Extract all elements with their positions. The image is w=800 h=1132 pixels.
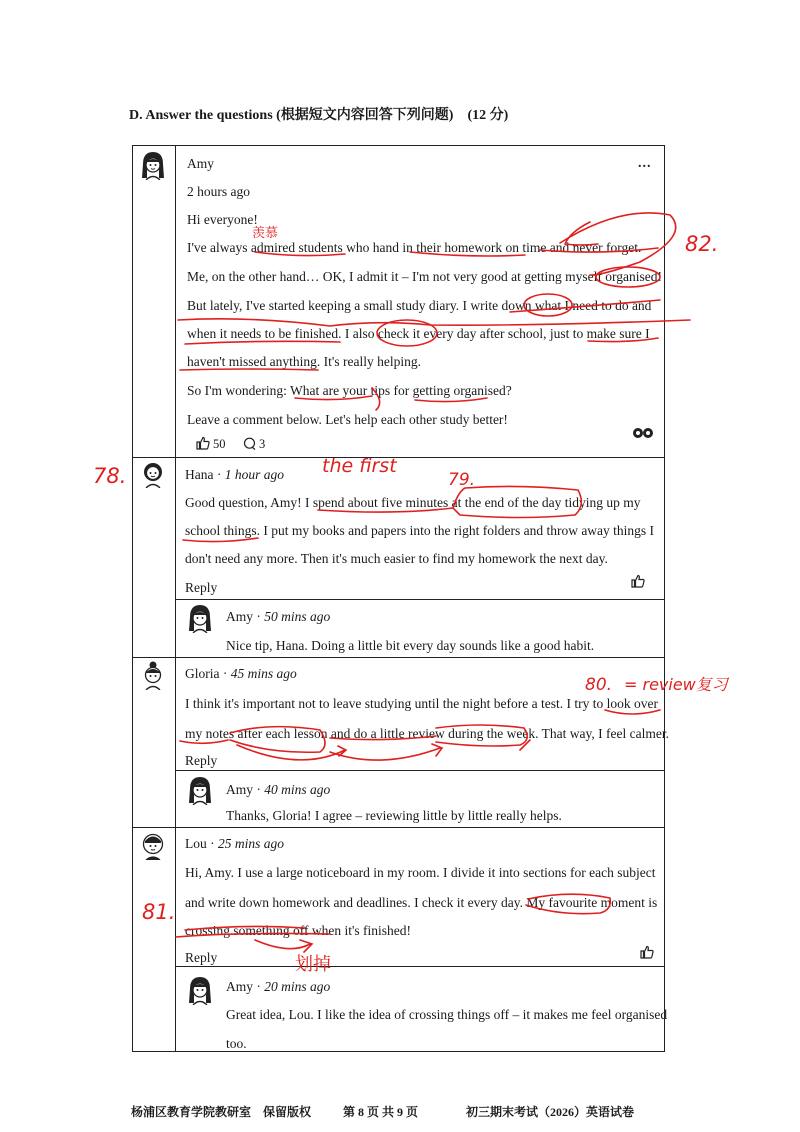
annotation-q80: 80.	[585, 675, 613, 695]
section-heading: D. Answer the questions (根据短文内容回答下列问题) (12 分)	[129, 108, 509, 123]
reply-author: Amy	[226, 609, 253, 624]
reply-divider	[175, 770, 664, 771]
reply-author: Amy	[226, 979, 253, 994]
comment-author: Hana	[185, 467, 214, 482]
annotation-admire: 羡慕	[252, 226, 279, 241]
reply-header: Amy · 50 mins ago	[226, 609, 331, 624]
avatar	[140, 150, 166, 180]
reaction-icon[interactable]	[632, 427, 654, 439]
comment-header: Hana · 1 hour ago	[185, 467, 284, 482]
reply-header: Amy · 20 mins ago	[226, 979, 331, 994]
avatar	[140, 660, 166, 690]
comment-line: school things. I put my books and papers into the right folders and throw away things I	[185, 523, 655, 538]
reply-time: 20 mins ago	[264, 979, 331, 994]
comment-count: 3	[259, 437, 266, 451]
comment-divider	[133, 827, 664, 828]
comment-header: Gloria · 45 mins ago	[185, 666, 297, 681]
reply-line: Great idea, Lou. I like the idea of crossing things off – it makes me feel organised	[226, 1007, 668, 1022]
comment-author: Gloria	[185, 666, 220, 681]
reply-link[interactable]: Reply	[185, 580, 218, 595]
post-line: Me, on the other hand… OK, I admit it – I'm not very good at getting myself organised!	[187, 269, 662, 284]
post-line: But lately, I've started keeping a small study diary. I write down what I need to do and	[187, 298, 652, 313]
reply-time: 40 mins ago	[264, 782, 331, 797]
post-line: haven't missed anything. It's really helping.	[187, 354, 421, 369]
post-line: when it needs to be finished. I also check it every day after school, just to make sure I	[187, 326, 650, 341]
post-author: Amy	[187, 156, 214, 171]
avatar	[187, 603, 213, 633]
comment-line: Good question, Amy! I spend about five minutes at the end of the day tidying up my	[185, 495, 641, 510]
post-line: Leave a comment below. Let's help each other study better!	[187, 412, 508, 427]
reply-line: Nice tip, Hana. Doing a little bit every day sounds like a good habit.	[226, 638, 595, 653]
comment-time: 25 mins ago	[218, 836, 285, 851]
annotation-q81: 81.	[142, 900, 176, 924]
annotation-q82: 82.	[685, 232, 719, 256]
reply-line: too.	[226, 1036, 247, 1051]
annotation-cross: 划掉	[295, 954, 331, 975]
comment-line: crossing something off when it's finished!	[185, 923, 412, 938]
post-line: Hi everyone!	[187, 212, 258, 227]
comment-time: 45 mins ago	[230, 666, 297, 681]
avatar	[187, 775, 213, 805]
reply-link[interactable]: Reply	[185, 950, 218, 965]
avatar	[140, 458, 166, 488]
post-divider	[133, 457, 664, 458]
comment-header: Lou · 25 mins ago	[185, 836, 285, 851]
thumbs-up-icon[interactable]	[631, 574, 645, 588]
footer-page-number: 第 8 页 共 9 页	[343, 1105, 419, 1119]
comment-divider	[133, 657, 664, 658]
comment-line: my notes after each lesson and do a little review during the week. That way, I feel calmer.	[185, 726, 669, 741]
reply-author: Amy	[226, 782, 253, 797]
annotation-the-first: the first	[322, 455, 397, 477]
more-options-icon[interactable]: ...	[638, 156, 652, 171]
reply-divider	[175, 599, 664, 600]
comment-author: Lou	[185, 836, 207, 851]
reply-time: 50 mins ago	[264, 609, 331, 624]
post-time: 2 hours ago	[187, 184, 250, 199]
comment-icon[interactable]	[243, 437, 256, 450]
comment-line: don't need any more. Then it's much easier to find my homework the next day.	[185, 551, 608, 566]
avatar	[140, 830, 166, 860]
reply-divider	[175, 966, 664, 967]
comment-line: Hi, Amy. I use a large noticeboard in my room. I divide it into sections for each subject	[185, 865, 656, 880]
avatar	[187, 975, 213, 1005]
reply-line: Thanks, Gloria! I agree – reviewing little by little really helps.	[226, 808, 562, 823]
annotation-review: = review复习	[624, 675, 728, 694]
comment-line: and write down homework and deadlines. I check it every day. My favourite moment is	[185, 895, 658, 910]
comment-time: 1 hour ago	[224, 467, 284, 482]
reply-header: Amy · 40 mins ago	[226, 782, 331, 797]
footer-exam-title: 初三期末考试（2026）英语试卷	[466, 1105, 635, 1119]
reply-link[interactable]: Reply	[185, 753, 218, 768]
post-line: I've always admired students who hand in their homework on time and never forget.	[187, 240, 642, 255]
post-line: So I'm wondering: What are your tips for getting organised?	[187, 383, 512, 398]
footer-copyright: 杨浦区教育学院教研室 保留版权	[131, 1105, 312, 1119]
annotation-q78: 78.	[93, 464, 127, 488]
comment-line: I think it's important not to leave studying until the night before a test. I try to look over	[185, 696, 658, 711]
annotation-q79: 79.	[448, 470, 476, 490]
like-count: 50	[213, 437, 226, 451]
thumbs-up-icon[interactable]	[196, 436, 210, 450]
thumbs-up-icon[interactable]	[640, 945, 654, 959]
